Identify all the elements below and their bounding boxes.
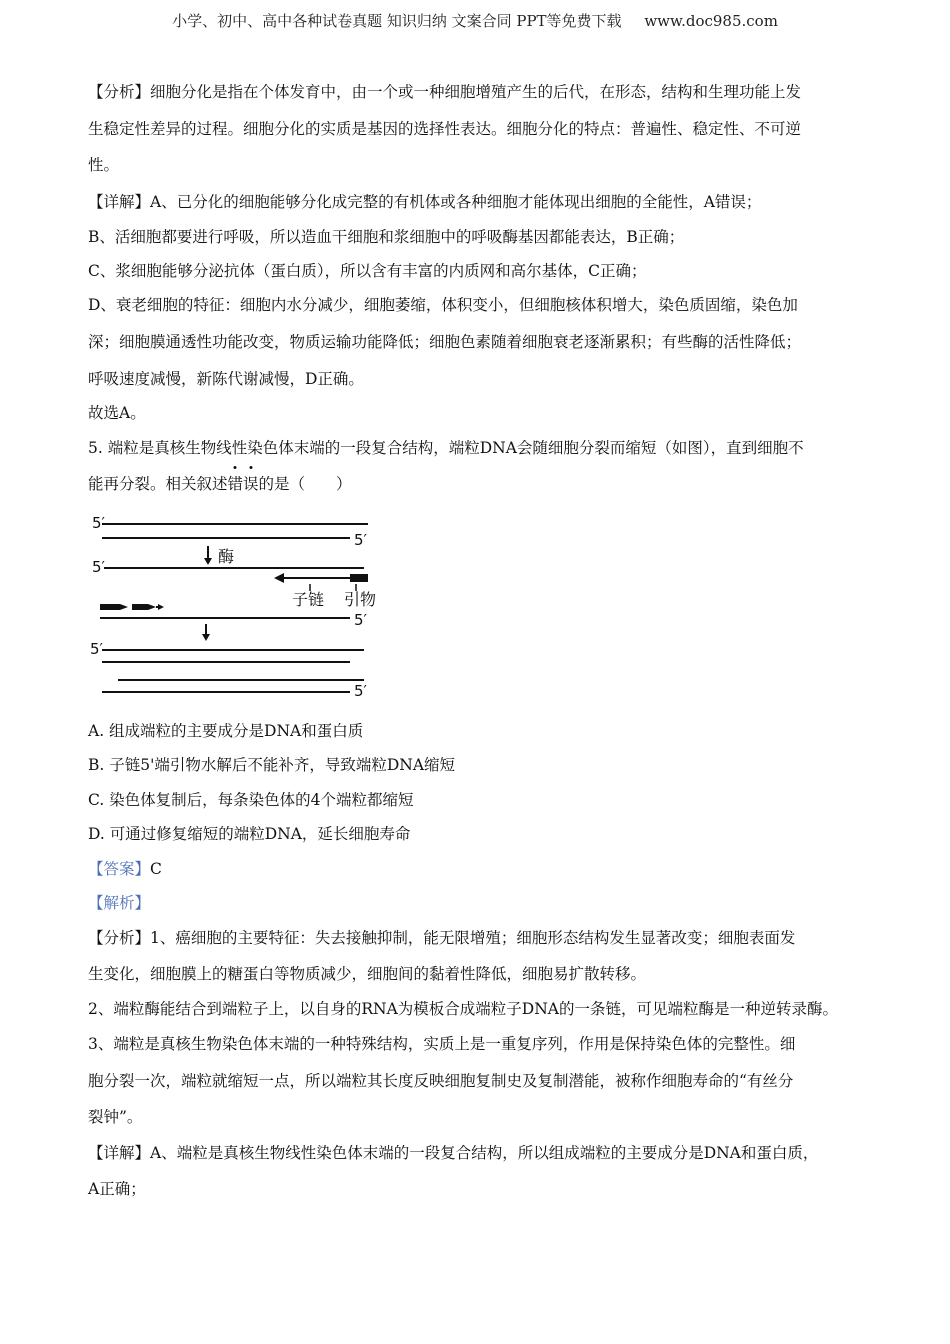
q5-option-b: B. 子链5'端引物水解后不能补齐，导致端粒DNA缩短	[88, 756, 456, 774]
q4-detail-line: 深；细胞膜通透性功能改变，物质运输功能降低；细胞色素随着细胞衰老逐渐累积；有些酶的活性降低；	[88, 333, 802, 351]
daughter-strand-label: 子链	[292, 590, 325, 609]
q4-detail-line: D、衰老细胞的特征：细胞内水分减少，细胞萎缩，体积变小，但细胞核体积增大，染色质固缩，染色加	[88, 296, 798, 314]
fragment-arrow-icon	[158, 604, 164, 610]
answer-label: 【答案】	[88, 860, 151, 878]
primer-fragment	[132, 604, 148, 610]
q4-detail-line: C、浆细胞能够分泌抗体（蛋白质），所以含有丰富的内质网和高尔基体，C正确；	[88, 262, 647, 280]
q5-explain-label: 【解析】	[88, 894, 151, 912]
primer-label: 引物	[344, 590, 377, 609]
five-prime-label: 5′	[90, 640, 103, 658]
q5-option-a: A. 组成端粒的主要成分是DNA和蛋白质	[88, 722, 364, 740]
q5-analysis-line: 胞分裂一次，端粒就缩短一点，所以端粒其长度反映细胞复制史及复制潜能，被称作细胞寿命的“有丝分	[88, 1072, 794, 1090]
primer-block	[350, 574, 368, 582]
five-prime-label: 5′	[92, 514, 105, 532]
q4-detail-line: 【详解】A、已分化的细胞能够分化成完整的有机体或各种细胞才能体现出细胞的全能性，A错误；	[88, 193, 762, 211]
answer-value: C	[150, 860, 162, 878]
header-slogan: 小学、初中、高中各种试卷真题 知识归纳 文案合同 PPT等免费下载	[172, 12, 622, 30]
five-prime-label: 5′	[354, 682, 367, 700]
q5-stem-line	[88, 474, 352, 494]
q5-detail-line: A正确；	[88, 1180, 146, 1198]
page-header	[0, 10, 950, 31]
q5-analysis-line: 2、端粒酶能结合到端粒子上，以自身的RNA为模板合成端粒子DNA的一条链，可见端粒酶是一种逆转录酶。	[88, 1000, 838, 1018]
q5-stem-text: 能再分裂。相关叙述	[88, 475, 228, 493]
q5-answer	[88, 859, 162, 879]
q5-analysis-line: 3、端粒是真核生物染色体末端的一种特殊结构，实质上是一重复序列，作用是保持染色体的完整性。细	[88, 1035, 796, 1053]
emphasis-char: 误	[243, 475, 259, 493]
q5-analysis-line: 【分析】1、癌细胞的主要特征：失去接触抑制，能无限增殖；细胞形态结构发生显著改变；细胞表面发	[88, 929, 796, 947]
q5-stem-line: 5. 端粒是真核生物线性染色体末端的一段复合结构，端粒DNA会随细胞分裂而缩短（如图），直到细胞不	[88, 439, 804, 457]
q4-choose: 故选A。	[88, 404, 146, 422]
fragment-arrow-icon	[148, 604, 156, 610]
q4-analysis-line: 【分析】细胞分化是指在个体发育中，由一个或一种细胞增殖产生的后代，在形态，结构和生理功能上发	[88, 83, 802, 101]
q5-stem-text: 的是（ ）	[258, 475, 352, 493]
q5-analysis-line: 裂钟”。	[88, 1108, 143, 1126]
q4-analysis-line: 生稳定性差异的过程。细胞分化的实质是基因的选择性表达。细胞分化的特点：普遍性、稳定性、不可逆	[88, 120, 802, 138]
five-prime-label: 5′	[354, 531, 367, 549]
daughter-arrow-icon	[274, 573, 284, 583]
header-site-link[interactable]: www.doc985.com	[644, 12, 778, 30]
fragment-arrow-icon	[120, 604, 128, 610]
enzyme-label: 酶	[218, 547, 235, 566]
q5-option-d: D. 可通过修复缩短的端粒DNA，延长细胞寿命	[88, 825, 411, 843]
q4-detail-line: 呼吸速度减慢，新陈代谢减慢，D正确。	[88, 370, 364, 388]
q5-analysis-line: 生变化，细胞膜上的糖蛋白等物质减少，细胞间的黏着性降低，细胞易扩散转移。	[88, 965, 647, 983]
enzyme-arrow-head-icon	[204, 558, 212, 565]
emphasis-char: 错	[227, 475, 244, 493]
q5-option-c: C. 染色体复制后，每条染色体的4个端粒都缩短	[88, 791, 414, 809]
q5-detail-line: 【详解】A、端粒是真核生物线性染色体末端的一段复合结构，所以组成端粒的主要成分是DNA和蛋白质，	[88, 1144, 819, 1162]
five-prime-label: 5′	[92, 558, 105, 576]
five-prime-label: 5′	[354, 611, 367, 629]
primer-fragment	[100, 604, 120, 610]
q4-detail-line: B、活细胞都要进行呼吸，所以造血干细胞和浆细胞中的呼吸酶基因都能表达，B正确；	[88, 228, 685, 246]
process-arrow-head-icon	[202, 634, 210, 641]
telomere-diagram	[88, 512, 388, 702]
q4-analysis-line: 性。	[88, 156, 120, 174]
